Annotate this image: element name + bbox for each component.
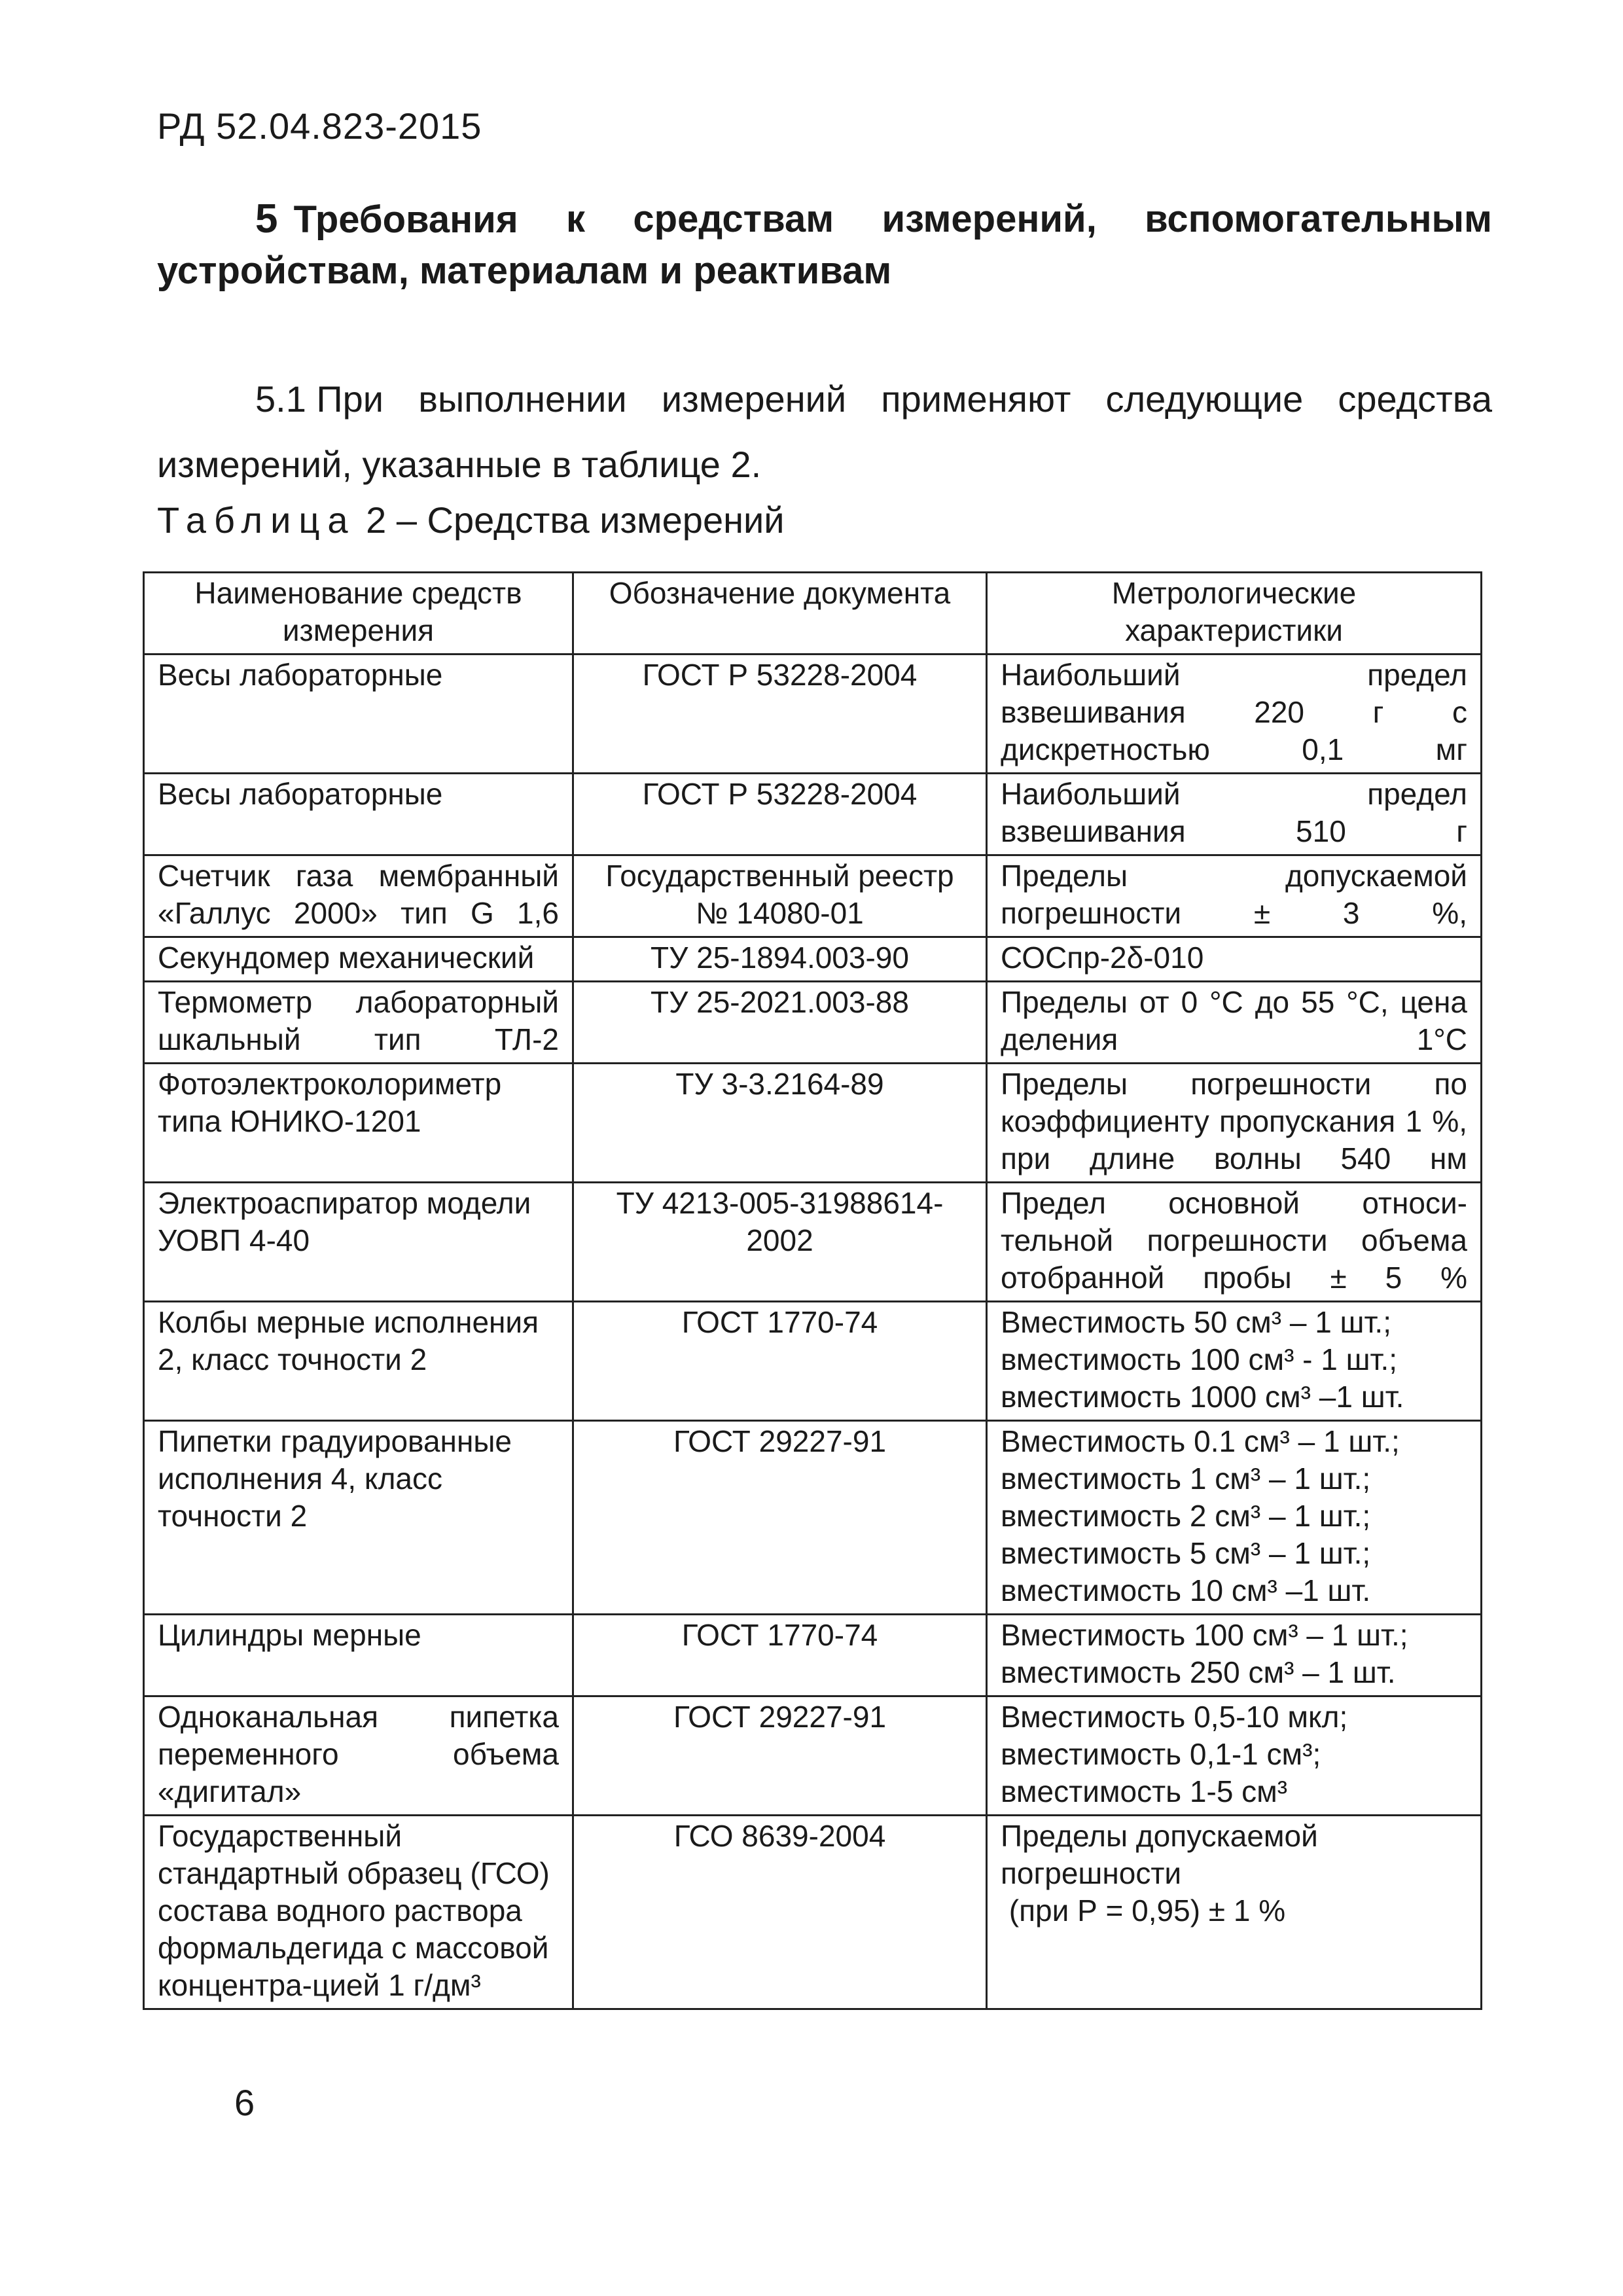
document-cell: ГСО 8639-2004 bbox=[573, 1816, 987, 2009]
instrument-name-cell: Цилиндры мерные bbox=[144, 1615, 573, 1696]
characteristics-line: вместимость 2 см³ – 1 шт.; bbox=[1001, 1499, 1371, 1533]
section-heading-line-2: устройствам, материалам и реактивам bbox=[157, 249, 892, 292]
table-caption-label: Таблица bbox=[157, 499, 356, 541]
section-heading-line-1 bbox=[157, 194, 1492, 245]
characteristics-line: Пределы допускаемой bbox=[1001, 1819, 1318, 1853]
characteristics-line: вместимость 5 см³ – 1 шт.; bbox=[1001, 1536, 1371, 1570]
instrument-name-cell: Электроаспиратор модели УОВП 4-40 bbox=[144, 1183, 573, 1302]
characteristics-cell: Наибольший предел взвешивания 510 г bbox=[987, 774, 1482, 855]
table-row bbox=[144, 774, 1482, 855]
table-row bbox=[144, 982, 1482, 1064]
characteristics-line: (при Р = 0,95) ± 1 % bbox=[1001, 1893, 1286, 1928]
table-caption bbox=[157, 499, 785, 541]
table-row bbox=[144, 1183, 1482, 1302]
paragraph-5-1 bbox=[157, 367, 1492, 497]
characteristics-line: вместимость 1000 см³ –1 шт. bbox=[1001, 1380, 1404, 1414]
characteristics-line: вместимость 0,1-1 см³; bbox=[1001, 1737, 1321, 1771]
table-header-cell: Обозначение документа bbox=[573, 573, 987, 655]
table-row bbox=[144, 1696, 1482, 1816]
characteristics-cell: Пределы от 0 °С до 55 °С, цена деления 1°С bbox=[987, 982, 1482, 1064]
characteristics-cell: Предел основной относи-тельной погрешности объема отобранной пробы ± 5 % bbox=[987, 1183, 1482, 1302]
characteristics-cell bbox=[987, 1421, 1482, 1615]
paragraph-line-1 bbox=[157, 367, 1492, 432]
document-cell: ГОСТ 29227-91 bbox=[573, 1696, 987, 1816]
paragraph-word: применяют bbox=[881, 378, 1071, 420]
paragraph-word: следующие bbox=[1105, 378, 1304, 420]
instrument-name-cell: Счетчик газа мембранный «Галлус 2000» тип G 1,6 bbox=[144, 855, 573, 937]
section-title-word: вспомогательным bbox=[1145, 198, 1492, 240]
characteristics-cell: Наибольший предел взвешивания 220 г с дискретностью 0,1 мг bbox=[987, 655, 1482, 774]
characteristics-cell: Пределы погрешности по коэффициенту пропускания 1 %, при длине волны 540 нм bbox=[987, 1064, 1482, 1183]
instrument-name-cell: Пипетки градуированные исполнения 4, класс точности 2 bbox=[144, 1421, 573, 1615]
characteristics-cell bbox=[987, 1696, 1482, 1816]
page-number: 6 bbox=[234, 2082, 255, 2123]
instrument-name-cell: Весы лабораторные bbox=[144, 655, 573, 774]
document-cell: ГОСТ 1770-74 bbox=[573, 1302, 987, 1421]
instrument-name-cell: Секундомер механический bbox=[144, 937, 573, 982]
characteristics-line: вместимость 250 см³ – 1 шт. bbox=[1001, 1655, 1396, 1689]
table-header-cell: Метрологические характеристики bbox=[987, 573, 1482, 655]
characteristics-cell bbox=[987, 1816, 1482, 2009]
table-row bbox=[144, 1615, 1482, 1696]
instrument-name-cell: Колбы мерные исполнения 2, класс точности 2 bbox=[144, 1302, 573, 1421]
paragraph-word: 5.1 При bbox=[255, 378, 384, 420]
table-caption-number: 2 bbox=[366, 499, 387, 541]
table-row bbox=[144, 1302, 1482, 1421]
document-cell: ТУ 25-2021.003-88 bbox=[573, 982, 987, 1064]
section-title-word-group bbox=[255, 194, 518, 245]
characteristics-cell bbox=[987, 1615, 1482, 1696]
paragraph-word: средства bbox=[1338, 378, 1492, 420]
table-row bbox=[144, 937, 1482, 982]
characteristics-cell bbox=[987, 1302, 1482, 1421]
characteristics-line: вместимость 1-5 см³ bbox=[1001, 1774, 1288, 1808]
section-number: 5 bbox=[255, 196, 278, 242]
section-heading bbox=[157, 194, 1492, 296]
table-header-cell: Наименование средств измерения bbox=[144, 573, 573, 655]
instrument-name-cell: Термометр лабораторный шкальный тип ТЛ-2 bbox=[144, 982, 573, 1064]
characteristics-cell: СОСпр-2δ-010 bbox=[987, 937, 1482, 982]
table-row bbox=[144, 1421, 1482, 1615]
table-row bbox=[144, 1064, 1482, 1183]
document-cell: ГОСТ Р 53228-2004 bbox=[573, 655, 987, 774]
document-cell: ГОСТ 29227-91 bbox=[573, 1421, 987, 1615]
instrument-name-cell: Весы лабораторные bbox=[144, 774, 573, 855]
section-title-word: к bbox=[566, 198, 586, 240]
document-cell: ГОСТ 1770-74 bbox=[573, 1615, 987, 1696]
instrument-name-cell: Одноканальная пипетка переменного объема «дигитал» bbox=[144, 1696, 573, 1816]
table-header-row bbox=[144, 573, 1482, 655]
characteristics-line: вместимость 100 см³ - 1 шт.; bbox=[1001, 1342, 1398, 1376]
characteristics-line: Вместимость 50 см³ – 1 шт.; bbox=[1001, 1305, 1391, 1339]
document-cell: Государственный реестр № 14080-01 bbox=[573, 855, 987, 937]
table-row bbox=[144, 855, 1482, 937]
document-code: РД 52.04.823-2015 bbox=[157, 105, 482, 147]
measuring-instruments-table bbox=[143, 571, 1482, 2010]
instrument-name-cell: Государственный стандартный образец (ГСО) состава водного раствора формальдегида с массовой концентра-цией 1 г/дм³ bbox=[144, 1816, 573, 2009]
section-title-word: Требования bbox=[293, 198, 518, 241]
table-caption-title: – Средства измерений bbox=[386, 499, 785, 541]
paragraph-word: измерений bbox=[661, 378, 847, 420]
document-cell: ТУ 4213-005-31988614-2002 bbox=[573, 1183, 987, 1302]
document-cell: ГОСТ Р 53228-2004 bbox=[573, 774, 987, 855]
paragraph-line-2: измерений, указанные в таблице 2. bbox=[157, 444, 762, 485]
paragraph-word: выполнении bbox=[418, 378, 627, 420]
characteristics-line: Вместимость 0.1 см³ – 1 шт.; bbox=[1001, 1424, 1400, 1458]
characteristics-line: Вместимость 100 см³ – 1 шт.; bbox=[1001, 1618, 1408, 1652]
document-cell: ТУ 25-1894.003-90 bbox=[573, 937, 987, 982]
instrument-name-cell: Фотоэлектроколориметр типа ЮНИКО-1201 bbox=[144, 1064, 573, 1183]
section-title-word: измерений, bbox=[882, 198, 1097, 240]
characteristics-line: вместимость 1 см³ – 1 шт.; bbox=[1001, 1462, 1371, 1496]
characteristics-line: вместимость 10 см³ –1 шт. bbox=[1001, 1573, 1371, 1607]
table-row bbox=[144, 655, 1482, 774]
characteristics-cell: Пределы допускаемой погрешности ± 3 %, bbox=[987, 855, 1482, 937]
section-title-word: средствам bbox=[633, 198, 834, 240]
characteristics-line: погрешности bbox=[1001, 1856, 1182, 1890]
characteristics-line: Вместимость 0,5-10 мкл; bbox=[1001, 1700, 1348, 1734]
table-row bbox=[144, 1816, 1482, 2009]
document-cell: ТУ 3-3.2164-89 bbox=[573, 1064, 987, 1183]
